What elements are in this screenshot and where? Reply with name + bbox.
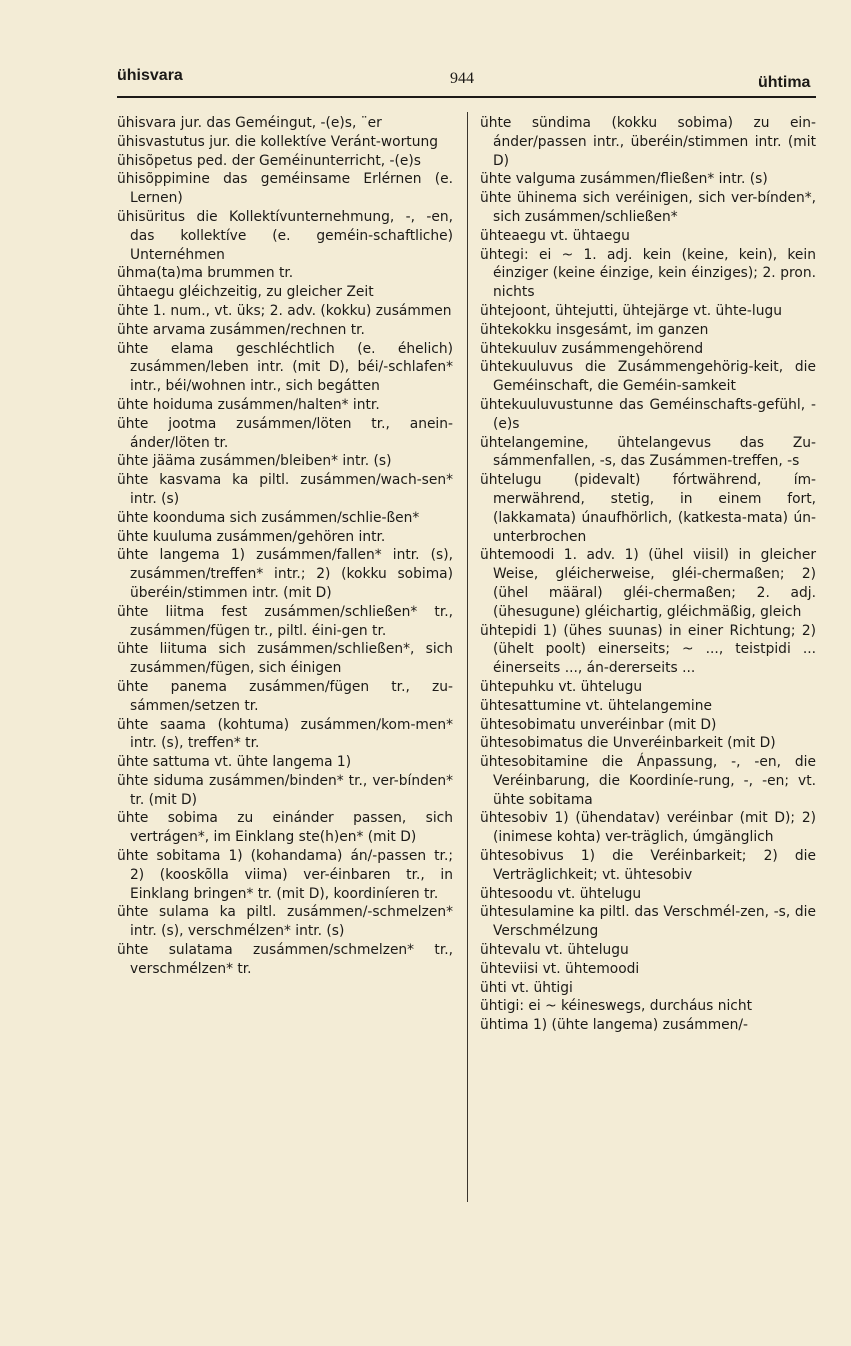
dictionary-entry: ühte arvama zusámmen/rechnen tr. (117, 321, 365, 338)
dictionary-entry: ühte panema zusámmen/fügen tr., zu-sámmen/setzen tr. (117, 678, 453, 714)
dictionary-entry: ühte elama geschléchtlich (e. éhelich) zusámmen/leben intr. (mit D), béi/-schlafen* intr., béi/wohnen intr., sich begátten (117, 340, 458, 395)
page-number: 944 (450, 70, 474, 87)
right-column (480, 114, 821, 1035)
dictionary-entry: ühte hoiduma zusámmen/halten* intr. (117, 396, 380, 413)
dictionary-entry: ühtevalu vt. ühtelugu (480, 942, 629, 959)
dictionary-entry: ühtekuuluvustunne das Geméinschafts-gefühl, -(e)s (480, 396, 816, 432)
dictionary-entry: ühtesobiv 1) (ühendatav) veréinbar (mit D); 2) (inimese kohta) ver-träglich, úmgänglich (480, 810, 821, 846)
dictionary-entry: ühte siduma zusámmen/binden* tr., ver-bínden* tr. (mit D) (117, 772, 458, 808)
dictionary-entry: ühte sulama ka piltl. zusámmen/-schmelzen* intr. (s), verschmélzen* intr. (s) (117, 904, 458, 940)
dictionary-entry: ühteaegu vt. ühtaegu (480, 227, 630, 244)
dictionary-entry: ühtesulamine ka piltl. das Verschmél-zen, -s, die Verschmélzung (480, 904, 821, 940)
dictionary-entry: ühte jääma zusámmen/bleiben* intr. (s) (117, 453, 392, 470)
dictionary-entry: ühtekokku insgesámt, im ganzen (480, 321, 709, 338)
column-divider (467, 112, 468, 1202)
dictionary-entry: ühte jootma zusámmen/löten tr., anein-ánder/löten tr. (117, 415, 453, 451)
dictionary-entry: ühte liituma sich zusámmen/schließen*, sich zusámmen/fügen, sich éinigen (117, 641, 458, 677)
dictionary-entry: ühte sündima (kokku sobima) zu ein-ánder/passen intr., überéin/stimmen intr. (mit D) (480, 115, 821, 169)
dictionary-entry: ühte sattuma vt. ühte langema 1) (117, 754, 352, 771)
dictionary-entry: ühte sobima zu einánder passen, sich vertrágen*, im Einklang ste(h)en* (mit D) (117, 810, 458, 846)
dictionary-entry: ühtesobitamine die Ánpassung, -, -en, die Veréinbarung, die Koordiníe-rung, -, -en; vt. ühte sobitama (480, 754, 821, 808)
dictionary-entry: ühtaegu gléichzeitig, zu gleicher Zeit (117, 284, 374, 301)
dictionary-entry: ühisvara jur. das Geméingut, -(e)s, ¨er (117, 115, 382, 131)
dictionary-entry: ühtelangemine, ühtelangevus das Zu-sámmenfallen, -s, das Zusámmen-treffen, -s (480, 434, 816, 470)
dictionary-entry: ühte saama (kohtuma) zusámmen/kom-men* intr. (s), treffen* tr. (117, 716, 458, 752)
dictionary-entry: ühtemoodi 1. adv. 1) (ühel viisil) in gleicher Weise, gléicherweise, gléi-chermaßen; 2) (ühel määral) gléi-chermaßen; 2. adj. (ühesugune) gléichartig, gléichmäßig, gleich (480, 547, 821, 620)
dictionary-entry: ühte ühinema sich veréinigen, sich ver-bínden*, sich zusámmen/schließen* (480, 190, 821, 225)
dictionary-entry: ühte koonduma sich zusámmen/schlie-ßen* (117, 509, 420, 526)
dictionary-entry: ühtegi: ei ~ 1. adj. kein (keine, kein), kein éinziger (keine éinzige, kein éinziges); 2. pron. nichts (480, 246, 821, 301)
dictionary-entry: ühtesoodu vt. ühtelugu (480, 885, 642, 902)
dictionary-entry: ühte kuuluma zusámmen/gehören intr. (117, 528, 386, 545)
dictionary-entry: ühtelugu (pidevalt) fórtwährend, ím-merwährend, stetig, in einem fort, (lakkamata) únaufhörlich, (katkesta-mata) únunterbrochen (480, 472, 821, 545)
running-head-left: ühisvara (117, 67, 183, 84)
dictionary-entry: ühte kasvama ka piltl. zusámmen/wach-sen* intr. (s) (117, 472, 458, 507)
dictionary-entry: ühtesobimatus die Unveréinbarkeit (mit D) (480, 735, 776, 752)
dictionary-entry: ühte valguma zusámmen/fließen* intr. (s) (480, 171, 768, 188)
dictionary-entry: ühtekuuluvus die Zusámmengehörig-keit, die Geméinschaft, die Geméin-samkeit (480, 359, 821, 395)
dictionary-entry: ühisvastutus jur. die kollektíve Veránt-wortung (117, 133, 438, 150)
dictionary-entry: ühtesattumine vt. ühtelangemine (480, 697, 713, 714)
dictionary-entry: ühte 1. num., vt. üks; 2. adv. (kokku) zusámmen (117, 302, 452, 319)
running-head-right: ühtima (758, 74, 811, 91)
dictionary-entry: ühma(ta)ma brummen tr. (117, 265, 294, 282)
dictionary-entry: ühtesobimatu unveréinbar (mit D) (480, 716, 717, 733)
dictionary-entry: ühte liitma fest zusámmen/schließen* tr., zusámmen/fügen tr., piltl. éini-gen tr. (117, 603, 458, 639)
dictionary-entry: ühte sobitama 1) (kohandama) án/-passen tr.; 2) (kooskõlla viima) ver-éinbaren tr., in Einklang bringen* tr. (mit D), koordiníeren tr. (117, 848, 458, 902)
page-header (0, 0, 851, 100)
header-rule (117, 96, 816, 98)
dictionary-entry: ühtekuuluv zusámmengehörend (480, 340, 704, 357)
dictionary-entry: ühtima 1) (ühte langema) zusámmen/- (480, 1017, 749, 1034)
dictionary-entry: ühtesobivus 1) die Veréinbarkeit; 2) die Verträglichkeit; vt. ühtesobiv (480, 848, 821, 883)
dictionary-entry: ühte langema 1) zusámmen/fallen* intr. (s), zusámmen/treffen* intr.; 2) (kokku sobima) überéin/stimmen intr. (mit D) (117, 547, 458, 601)
dictionary-entry: ühisõppimine das geméinsame Erlérnen (e. Lernen) (117, 171, 458, 207)
dictionary-entry: ühisõpetus ped. der Geméinunterricht, -(e)s (117, 152, 421, 169)
dictionary-entry: ühti vt. ühtigi (480, 979, 573, 996)
dictionary-entry: ühtepidi 1) (ühes suunas) in einer Richtung; 2) (ühelt poolt) einerseits; ~ ..., teistpidi ... éinerseits ..., án-dererseits ... (480, 622, 821, 677)
dictionary-entry: ühisüritus die Kollektívunternehmung, -, -en, das kollektíve (e. geméin-schaftliche) Unternéhmen (117, 208, 458, 263)
dictionary-entry: ühteviisi vt. ühtemoodi (480, 960, 640, 977)
dictionary-entry: ühtepuhku vt. ühtelugu (480, 678, 643, 695)
left-column (117, 114, 458, 979)
dictionary-entry: ühtejoont, ühtejutti, ühtejärge vt. ühte-lugu (480, 302, 782, 319)
dictionary-entry: ühte sulatama zusámmen/schmelzen* tr., verschmélzen* tr. (117, 942, 458, 977)
dictionary-entry: ühtigi: ei ~ kéineswegs, durcháus nicht (480, 998, 753, 1015)
